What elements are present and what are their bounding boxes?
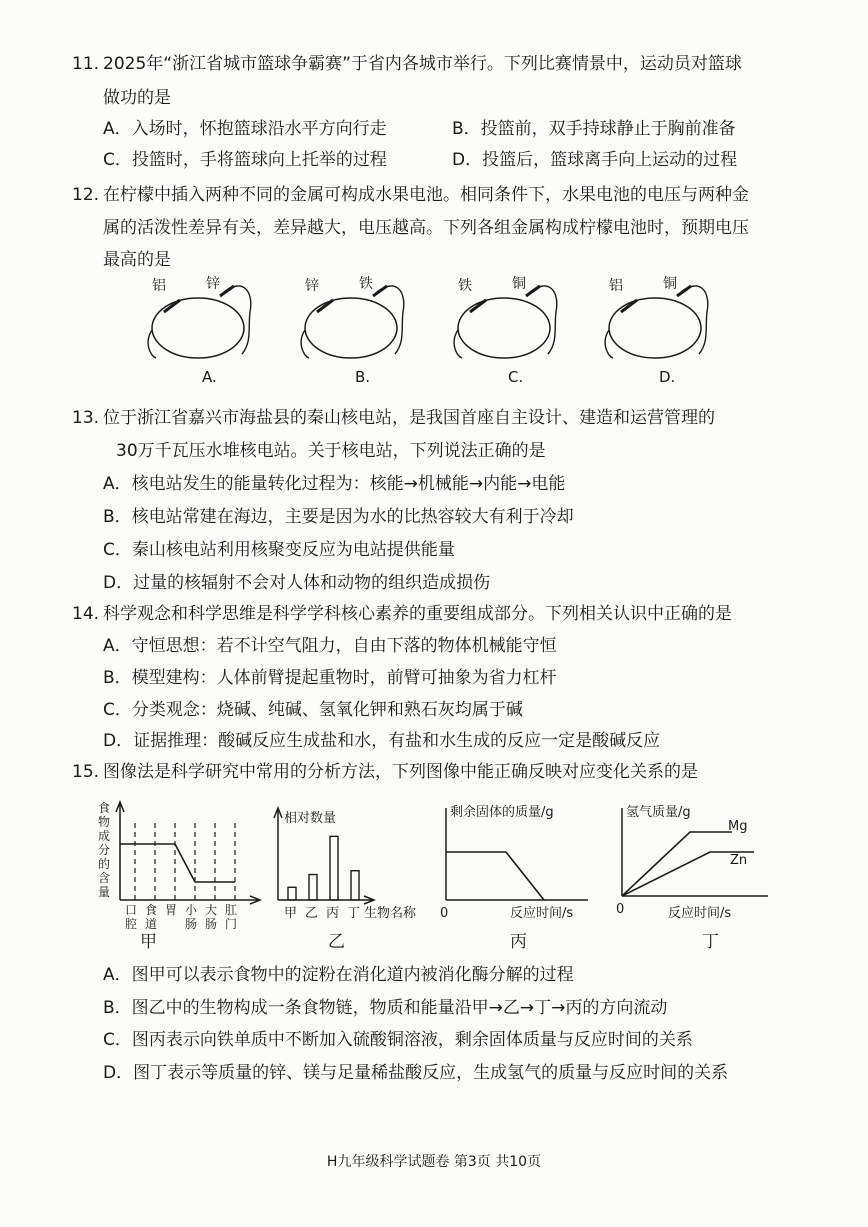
graph-jia-xtick: 大 [205,903,218,917]
question-stem-line: 属的活泼性差异有关，差异越大，电压越高。下列各组金属构成柠檬电池时，预期电压 [103,218,749,238]
lemon-figure [454,275,557,386]
lemon-battery-figures [0,272,868,386]
graph-ding-origin: 0 [616,902,625,917]
graph-bing-curve [446,852,544,900]
lemon-shape [305,298,397,358]
graph-yi-category: 甲 [284,906,298,921]
option-d: D．证据推理：酸碱反应生成盐和水，有盐和水生成的反应一定是酸碱反应 [103,731,661,751]
metal-electrode [220,286,234,296]
option-d: D．图丁表示等质量的锌、镁与足量稀盐酸反应，生成氢气的质量与反应时间的关系 [103,1063,729,1083]
question-stem-line: 位于浙江省嘉兴市海盐县的秦山核电站，是我国首座自主设计、建造和运营管理的 [103,408,715,428]
question-number: 13. [72,408,100,428]
graph-jia-ylabel-char: 食 [98,801,111,815]
graph-yi-category: 乙 [305,906,319,921]
graph-yi-bar [330,836,338,900]
graph-jia-xtick: 胃 [165,903,178,917]
electrode-right-label: 铜 [512,276,526,292]
graph-ding-ylabel: 氢气质量/g [626,805,691,820]
question-stem-line: 在柠檬中插入两种不同的金属可构成水果电池。相同条件下，水果电池的电压与两种金 [103,185,749,205]
electrode-right-label: 锌 [206,276,220,292]
figure-label: B. [355,368,371,386]
graph-bing [436,800,606,955]
lemon-figure [605,275,708,386]
lemon-figure [301,275,404,386]
electrode-right-label: 铜 [663,276,677,292]
question-stem-line: 最高的是 [103,250,171,270]
question-stem-line: 30万千瓦压水堆核电站。关于核电站，下列说法正确的是 [116,441,546,461]
graph-jia-ylabel-char: 物 [98,815,111,829]
lemon-wire [301,330,309,358]
option-b: B．模型建构：人体前臂提起重物时，前臂可抽象为省力杠杆 [103,668,557,688]
graph-jia-ylabel-char: 成 [98,829,111,843]
metal-electrode [373,286,387,296]
graph-yi-bar [288,887,296,900]
graph-ding-caption: 丁 [702,932,719,952]
graph-bing-ylabel: 剩余固体的质量/g [450,805,554,820]
question-number: 12. [72,185,100,205]
lemon-wire [454,330,462,358]
page-footer: H九年级科学试题卷 第3页 共10页 [326,1154,542,1170]
electrode-left-label: 铝 [609,278,623,294]
graph-yi-category: 丁 [347,906,361,921]
graph-ding-mg-line [622,832,732,896]
graph-jia [92,800,262,955]
graph-jia-xtick: 肠 [185,917,198,931]
electrode-left-label: 铝 [152,278,166,294]
question-number: 11. [72,54,100,74]
option-a: A．守恒思想：若不计空气阻力，自由下落的物体机械能守恒 [103,636,557,656]
option-a: A．图甲可以表示食物中的淀粉在消化道内被消化酶分解的过程 [103,965,574,985]
graph-yi [262,800,442,955]
graph-jia-xtick: 道 [145,917,158,931]
figure-label: C. [508,368,524,386]
option-b: B．投篮前，双手持球静止于胸前准备 [452,119,736,139]
graph-ding-zn-label: Zn [730,853,748,868]
electrode-left-label: 锌 [305,278,319,294]
graph-jia-ylabel [98,801,110,899]
graph-yi-bar [351,871,359,900]
graph-bing-xlabel: 反应时间/s [510,906,574,921]
lemon-shape [609,298,701,358]
question-stem-line: 图像法是科学研究中常用的分析方法，下列图像中能正确反映对应变化关系的是 [103,762,698,782]
graph-jia-ylabel-char: 含 [98,871,111,885]
lemon-wire [148,330,156,358]
option-c: C．投篮时，手将篮球向上托举的过程 [103,150,387,170]
graph-jia-xtick: 肛 [225,903,238,917]
metal-electrode [677,286,691,296]
option-b: B．图乙中的生物构成一条食物链，物质和能量沿甲→乙→丁→丙的方向流动 [103,998,668,1018]
lemon-wire [605,330,613,358]
graph-jia-ylabel-char: 量 [98,885,111,899]
option-c: C．秦山核电站利用核聚变反应为电站提供能量 [103,540,455,560]
graph-jia-xtick: 口 [125,903,138,917]
lemon-shape [458,298,550,358]
graph-ding [610,800,785,955]
lemon-shape [152,298,244,358]
question-stem-line: 科学观念和科学思维是科学学科核心素养的重要组成部分。下列相关认识中正确的是 [103,604,732,624]
graph-jia-xtick: 腔 [125,917,138,931]
graph-ding-mg-label: Mg [728,819,748,834]
graph-jia-ylabel-char: 的 [98,857,111,871]
graph-jia-xtick: 门 [225,917,238,931]
graph-yi-xlabel: 生物名称 [364,906,417,921]
figure-label: D. [659,368,676,386]
graph-jia-xtick: 食 [145,903,158,917]
electrode-right-label: 铁 [359,276,373,292]
option-a: A．核电站发生的能量转化过程为：核能→机械能→内能→电能 [103,474,566,494]
graph-yi-ylabel: 相对数量 [284,811,337,826]
metal-electrode [526,286,540,296]
option-c: C．分类观念：烧碱、纯碱、氢氧化钾和熟石灰均属于碱 [103,700,523,720]
lemon-figure [148,276,251,386]
graph-jia-xtick: 小 [185,903,198,917]
graph-yi-bar [309,875,317,900]
graph-jia-xtick: 肠 [205,917,218,931]
graph-jia-curve [120,844,235,882]
question-stem-line: 做功的是 [103,88,171,108]
option-d: D．过量的核辐射不会对人体和动物的组织造成损伤 [103,573,491,593]
question-number: 15. [72,762,100,782]
option-c: C．图丙表示向铁单质中不断加入硫酸铜溶液，剩余固体质量与反应时间的关系 [103,1030,693,1050]
graph-jia-caption: 甲 [140,932,157,952]
graph-bing-origin: 0 [440,906,449,921]
graph-yi-caption: 乙 [328,932,345,952]
question-stem-line: 2025年“浙江省城市篮球争霸赛”于省内各城市举行。下列比赛情景中，运动员对篮球 [103,54,742,74]
graph-jia-ylabel-char: 分 [98,843,111,857]
option-d: D．投篮后，篮球离手向上运动的过程 [452,150,738,170]
graph-jia-xticks [125,902,237,931]
figure-label: A. [202,368,217,386]
graph-bing-caption: 丙 [510,932,527,952]
option-b: B．核电站常建在海边，主要是因为水的比热容较大有利于冷却 [103,507,574,527]
option-a: A．入场时，怀抱篮球沿水平方向行走 [103,119,387,139]
graph-yi-category: 丙 [326,906,340,921]
electrode-left-label: 铁 [458,278,472,294]
graph-yi-bars [284,836,360,921]
graph-ding-xlabel: 反应时间/s [668,906,732,921]
question-number: 14. [72,604,100,624]
